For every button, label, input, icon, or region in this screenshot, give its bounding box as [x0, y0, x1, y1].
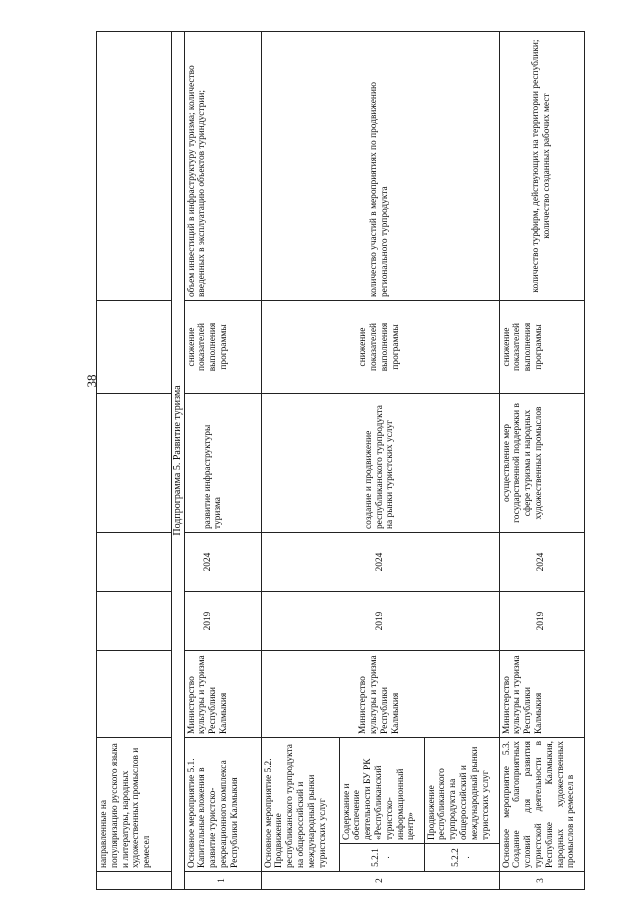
measure-cell: Основное мероприятие 5.1. Капитальные вложения в развитие туристско-рекреационного комплекса Республики Калмыкия: [184, 738, 261, 872]
continuation-num-cell: [97, 872, 172, 890]
rotated-table-container: [96, 32, 583, 890]
result-cell: осуществление мер государственной поддержки в сфере туризма и народных художественных промыслов: [499, 394, 584, 533]
result-cell: развитие инфраструктуры туризма: [184, 394, 261, 533]
sub-measure-number: 5.2.2.: [424, 844, 499, 872]
indicators-cell: количество турфирм, действующих на территории республики; количество созданных рабочих мест: [499, 32, 584, 301]
continuation-empty-cell: [97, 651, 172, 738]
continuation-empty-cell: [97, 592, 172, 651]
table-row: [184, 32, 261, 890]
continuation-goal-text: направленные на популяризацию русского языка и литературы, народных художественных промыслов и ремесел: [99, 743, 153, 868]
executor-cell: Министерство культуры и туризма Республики Калмыкия: [261, 651, 499, 738]
continuation-empty-cell: [97, 394, 172, 533]
subprogram-title: Подпрограмма 5. Развитие туризма: [172, 32, 185, 890]
continuation-empty-cell: [97, 32, 172, 301]
row-number: 1: [184, 872, 261, 890]
end-year-cell: 2024: [261, 533, 499, 592]
executor-cell: Министерство культуры и туризма Республики Калмыкия: [499, 651, 584, 738]
measures-table: [96, 31, 585, 890]
start-year-cell: 2019: [499, 592, 584, 651]
table-row: [261, 32, 339, 890]
subprogram-row: [172, 32, 185, 890]
row-number: 2: [261, 872, 499, 890]
row-number: 3: [499, 872, 584, 890]
executor-cell: Министерство культуры и туризма Республики Калмыкия: [184, 651, 261, 738]
measure-cell: Основное мероприятие 5.2. Продвижение республиканского турпродукта на общероссийский и международный рынки туристских услуг: [261, 738, 339, 872]
sub-measure-text: Содержание и обеспечение деятельности БУ РК «Республиканский туристско-информационный центр»: [339, 738, 424, 844]
end-year-cell: 2024: [499, 533, 584, 592]
result-cell: создание и продвижение республиканского турпродукта на рынки туристских услуг: [261, 394, 499, 533]
continuation-goal-cell: [97, 738, 172, 872]
indicators-cell: количество участий в мероприятиях по продвижению регионального турпродукта: [261, 32, 499, 301]
start-year-cell: 2019: [261, 592, 499, 651]
start-year-cell: 2019: [184, 592, 261, 651]
consequence-cell: снижение показателей выполнения программы: [184, 301, 261, 394]
continuation-empty-cell: [97, 301, 172, 394]
consequence-cell: снижение показателей выполнения программы: [261, 301, 499, 394]
sub-measure-number: 5.2.1.: [339, 844, 424, 872]
indicators-cell: объем инвестиций в инфраструктуру туризма; количество введенных в эксплуатацию объектов туриндустрии;: [184, 32, 261, 301]
page-number: 38: [84, 374, 99, 388]
table-row: [499, 32, 584, 890]
continuation-empty-cell: [97, 533, 172, 592]
continuation-row: [97, 32, 172, 890]
consequence-cell: снижение показателей выполнения программы: [499, 301, 584, 394]
end-year-cell: 2024: [184, 533, 261, 592]
sub-measure-text: Продвижение республиканского турпродукта на общероссийский и международный рынки туристских услуг: [424, 738, 499, 844]
measure-cell: Основное мероприятие 5.3. Создание благоприятных условий для развития туристской деятельности в Республике Калмыкия, народных художественных промыслов и ремесел в: [499, 738, 584, 872]
